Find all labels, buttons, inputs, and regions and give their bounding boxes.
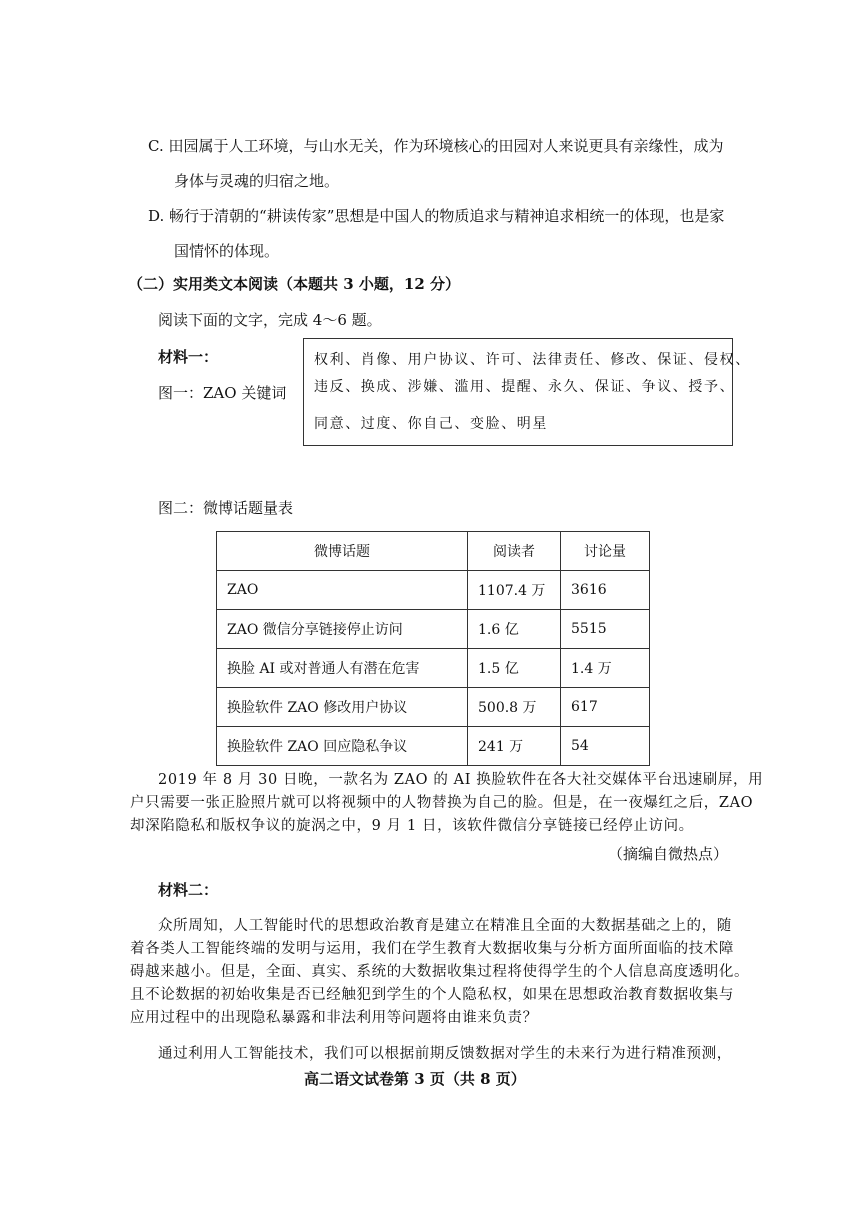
keyword-box [303,338,751,446]
table-cell: 1.6 亿 [468,610,561,649]
table-row [217,688,650,727]
table-cell: 换脸软件 ZAO 修改用户协议 [217,688,468,727]
column-header: 阅读者 [468,532,561,571]
table-cell: 1.4 万 [561,649,650,688]
instruction: 阅读下面的文字，完成 4～6 题。 [158,311,382,329]
source-note: （摘编自微热点） [607,845,728,863]
material1-paragraph-line: 2019 年 8 月 30 日晚，一款名为 ZAO 的 AI 换脸软件在各大社交媒体平台迅速刷屏，用 [158,772,764,788]
material2-paragraph-line: 众所周知，人工智能时代的思想政治教育是建立在精准且全面的大数据基础之上的，随 [158,918,732,934]
column-header: 微博话题 [217,532,468,571]
table-cell: 换脸软件 ZAO 回应隐私争议 [217,727,468,766]
table-row [217,610,650,649]
option-letter: C. [148,137,164,155]
table-row [217,649,650,688]
material1-label: 材料一： [158,348,219,366]
table-cell: 1107.4 万 [468,571,561,610]
section-heading: （二）实用类文本阅读（本题共 3 小题，12 分） [128,275,460,293]
table-cell: 3616 [561,571,650,610]
option-letter: D. [148,207,165,225]
option-d-continuation: 国情怀的体现。 [174,242,280,260]
page-footer: 高二语文试卷第 3 页（共 8 页） [304,1070,526,1088]
option-text: 畅行于清朝的“耕读传家”思想是中国人的物质追求与精神追求相统一的体现，也是家 [169,207,725,225]
table-cell: 500.8 万 [468,688,561,727]
material1-paragraph-line: 户只需要一张正脸照片就可以将视频中的人物替换为自己的脸。但是，在一夜爆红之后，ZAO [130,795,754,811]
weibo-topics-table [216,531,650,766]
table-cell: 617 [561,688,650,727]
material2-paragraph2-line: 通过利用人工智能技术，我们可以根据前期反馈数据对学生的未来行为进行精准预测， [158,1046,732,1062]
table-row [217,727,650,766]
keyword-line: 违反、换成、涉嫌、滥用、提醒、永久、保证、争议、授予、 [314,379,736,395]
figure2-label: 图二：微博话题量表 [158,499,294,517]
table-cell: 54 [561,727,650,766]
table-cell: 241 万 [468,727,561,766]
table-cell: 换脸 AI 或对普通人有潜在危害 [217,649,468,688]
table-cell: ZAO [217,571,468,610]
material2-paragraph-line: 应用过程中的出现隐私暴露和非法利用等问题将由谁来负责？ [130,1010,538,1026]
option-d [148,205,724,227]
table-cell: 5515 [561,610,650,649]
material2-paragraph-line: 着各类人工智能终端的发明与运用，我们在学生教育大数据收集与分析方面所面临的技术障 [130,941,734,957]
figure1-label: 图一：ZAO 关键词 [158,384,287,402]
option-c [148,135,724,157]
keyword-line: 同意、过度、你自己、变脸、明星 [314,416,548,432]
column-header: 讨论量 [561,532,650,571]
keyword-line: 权利、肖像、用户协议、许可、法律责任、修改、保证、侵权、 [314,352,751,368]
material2-paragraph-line: 且不论数据的初始收集是否已经触犯到学生的个人隐私权，如果在思想政治教育数据收集与 [130,987,734,1003]
material2-label: 材料二： [158,881,219,899]
table-cell: 1.5 亿 [468,649,561,688]
material1-paragraph-line: 却深陷隐私和版权争议的旋涡之中，9 月 1 日，该软件微信分享链接已经停止访问。 [130,818,694,834]
option-text: 田园属于人工环境，与山水无关，作为环境核心的田园对人来说更具有亲缘性，成为 [168,137,724,155]
material2-paragraph-line: 碍越来越小。但是，全面、真实、系统的大数据收集过程将使得学生的个人信息高度透明化。 [130,964,750,980]
option-c-continuation: 身体与灵魂的归宿之地。 [174,172,340,190]
table-row [217,571,650,610]
table-header-row [217,532,650,571]
table-cell: ZAO 微信分享链接停止访问 [217,610,468,649]
